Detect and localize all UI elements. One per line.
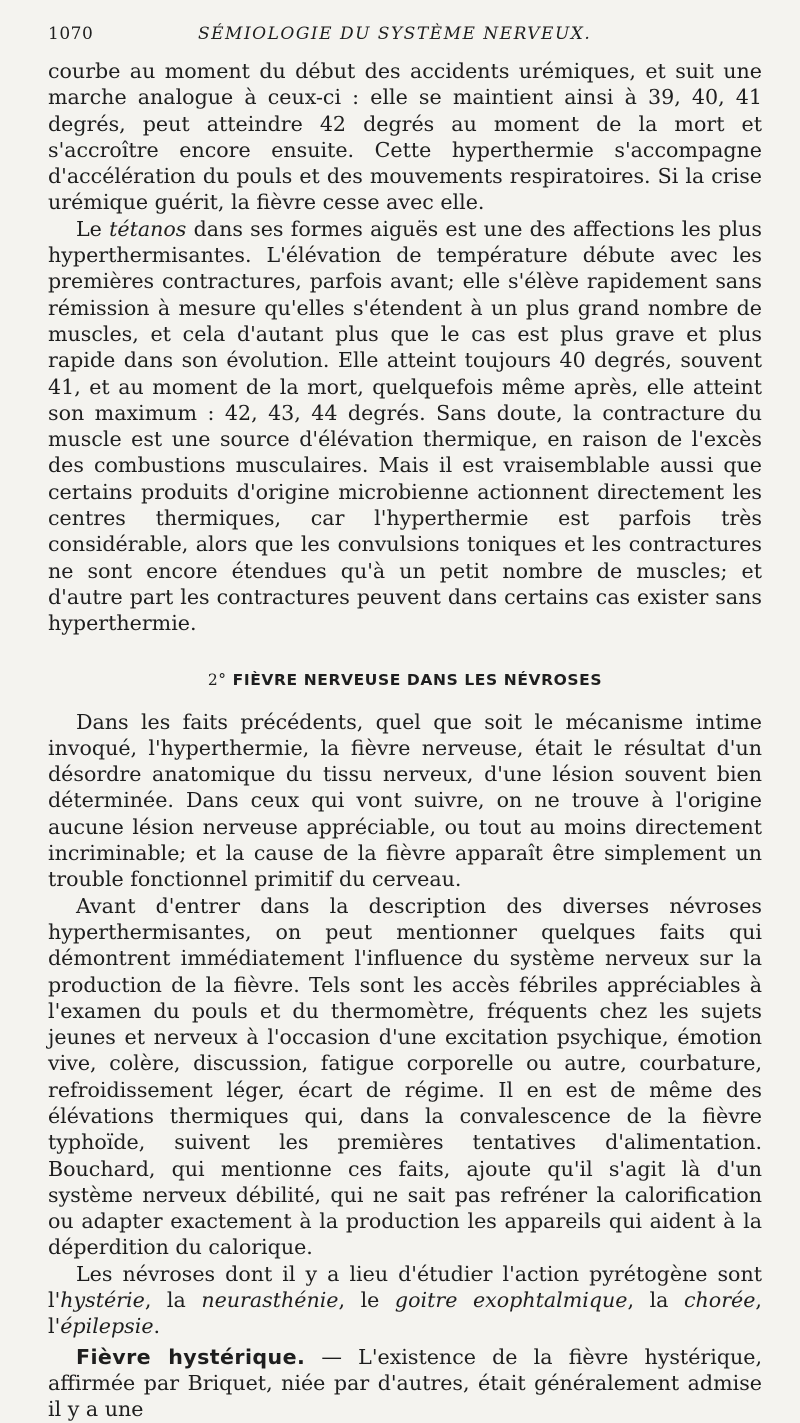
text-span: , l' bbox=[48, 1288, 762, 1339]
section-heading: FIÈVRE NERVEUSE DANS LES NÉVROSES bbox=[232, 670, 603, 689]
page-number: 1070 bbox=[48, 24, 94, 44]
term-choree: chorée bbox=[684, 1288, 756, 1313]
text-span: , la bbox=[144, 1288, 202, 1313]
page-header bbox=[48, 24, 762, 54]
paragraph-tetanos bbox=[48, 216, 762, 637]
text-span: . bbox=[153, 1314, 161, 1339]
paragraph-fievre-hysterique bbox=[48, 1344, 762, 1423]
paragraph-liste-nevroses bbox=[48, 1261, 762, 1340]
section-title bbox=[48, 671, 762, 689]
text-span: , la bbox=[627, 1288, 684, 1313]
term-goitre: goitre exophtalmique bbox=[394, 1288, 628, 1313]
text-span: — L'existence de la fièvre hystérique, affirmée par Briquet, niée par d'autres, était généralement admise il y a une bbox=[48, 1344, 762, 1422]
text-span: Les névroses dont il y a lieu d'étudier l'action pyrétogène sont l' bbox=[48, 1261, 762, 1313]
text-span: , le bbox=[338, 1288, 395, 1313]
running-title: SÉMIOLOGIE DU SYSTÈME NERVEUX. bbox=[198, 24, 592, 44]
subheading-fievre-hysterique: Fièvre hystérique. bbox=[76, 1344, 306, 1369]
text-span: dans ses formes aiguës est une des affections les plus hyperthermisantes. L'élévation de température débute avec les premières contractures, parfois avant; elle s'élève rapidement sans rémission à mesure qu'elles s'étendent à un plus grand nombre de muscles, et cela d'autant plus que le cas est plus grave et plus rapide dans son évolution. Elle atteint toujours 40 degrés, souvent 41, et au moment de la mort, quelquefois même après, elle atteint son maximum : 42, 43, 44 degrés. Sans doute, la contracture du muscle est une source d'élévation thermique, en raison de l'excès des combustions musculaires. Mais il est vraisemblable aussi que certains produits d'origine microbienne actionnent directement les centres thermiques, car l'hyperthermie est parfois très considérable, alors que les convulsions toniques et les contractures ne sont encore étendues qu'à un petit nombre de muscles; et d'autre part les contractures peuvent dans certains cas exister sans hyperthermie. bbox=[48, 216, 762, 636]
paragraph-faits-precedents: Dans les faits précédents, quel que soit le mécanisme intime invoqué, l'hyperthermie, la fièvre nerveuse, était le résultat d'un désordre anatomique du tissu nerveux, d'une lésion souvent bien déterminée. Dans ceux qui vont suivre, on ne trouve à l'origine aucune lésion nerveuse appréciable, ou tout au moins directement incriminable; et la cause de la fièvre apparaît être simplement un trouble fonctionnel primitif du cerveau. bbox=[48, 709, 762, 892]
section-number: 2° bbox=[207, 670, 227, 689]
paragraph-uremie: courbe au moment du début des accidents urémiques, et suit une marche analogue à ceux-ci : elle se maintient ainsi à 39, 40, 41 degrés, peut atteindre 42 degrés au moment de la mort et s'accroître encore ensuite. Cette hyperthermie s'accompagne d'accélération du pouls et des mouvements respiratoires. Si la crise urémique guérit, la fièvre cesse avec elle. bbox=[48, 59, 762, 215]
term-epilepsie: épilepsie bbox=[60, 1314, 154, 1339]
term-hysterie: hystérie bbox=[60, 1288, 145, 1313]
paragraph-nevroses-hyperthermisantes: Avant d'entrer dans la description des diverses névroses hyperthermisantes, on peut mentionner quelques faits qui démontrent immédiatement l'influence du système nerveux sur la production de la fièvre. Tels sont les accès fébriles appréciables à l'examen du pouls et du thermomètre, fréquents chez les sujets jeunes et nerveux à l'occasion d'une excitation psychique, émotion vive, colère, discussion, fatigue corporelle ou autre, courbature, refroidissement léger, écart de régime. Il en est de même des élévations thermiques qui, dans la convalescence de la fièvre typhoïde, suivent les premières tentatives d'alimentation. Bouchard, qui mentionne ces faits, ajoute qu'il s'agit là d'un système nerveux débilité, qui ne sait pas refréner la calorification ou adapter exactement à la production les appareils qui aident à la déperdition du calorique. bbox=[48, 893, 762, 1260]
term-tetanos: tétanos bbox=[109, 216, 187, 241]
term-neurasthenie: neurasthénie bbox=[201, 1288, 339, 1313]
text-span: Le bbox=[76, 216, 110, 241]
